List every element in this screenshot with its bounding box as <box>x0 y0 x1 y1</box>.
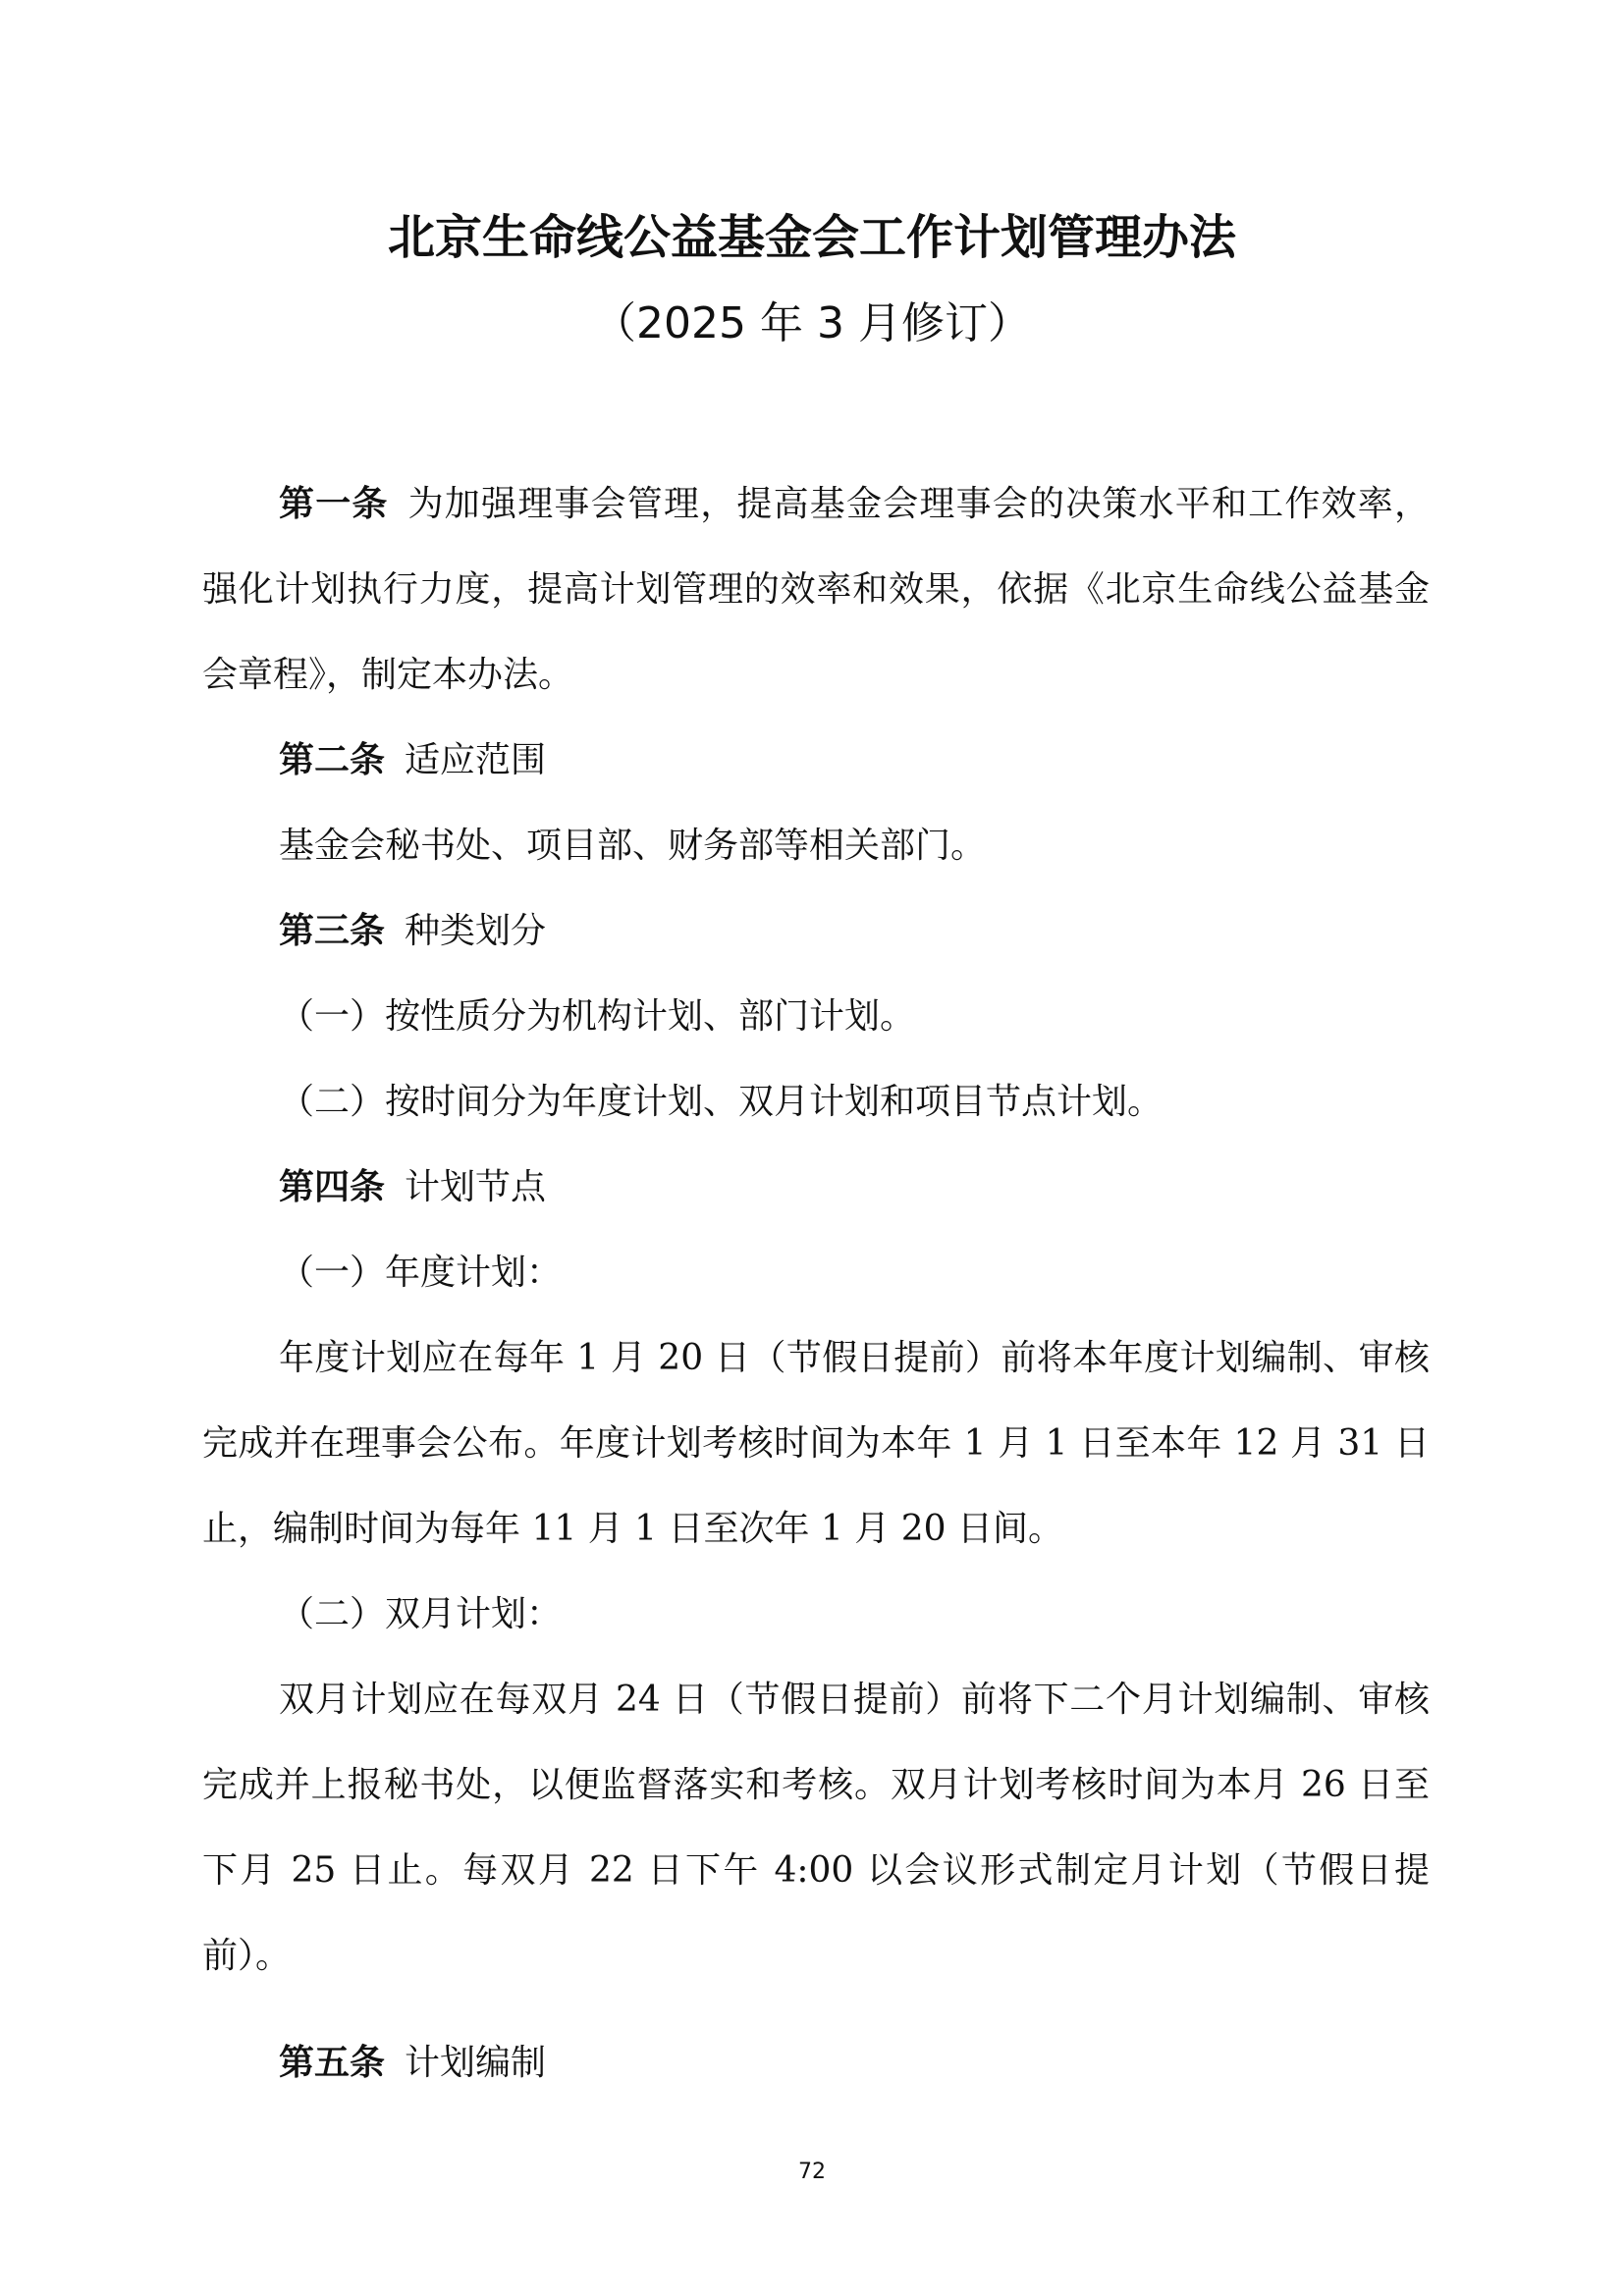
article-3 <box>202 888 1430 974</box>
article-5 <box>202 2020 1430 2106</box>
article-text: 为加强理事会管理，提高基金会理事会的决策水平和工作效率，强化计划执行力度，提高计划管理的效率和效果，依据《北京生命线公益基金会章程》，制定本办法。 <box>202 484 1430 695</box>
article-text: 计划节点 <box>405 1167 547 1207</box>
article-text: 计划编制 <box>405 2043 547 2083</box>
paragraph: 年度计划应在每年 1 月 20 日（节假日提前）前将本年度计划编制、审核完成并在理事会公布。年度计划考核时间为本年 1 月 1 日至本年 12 月 31 日止，编制时间为每年 11 月 1 日至次年 1 月 20 日间。 <box>202 1338 1430 1549</box>
list-item: （二）双月计划： <box>279 1594 563 1634</box>
article-1 <box>202 461 1430 718</box>
spacer <box>202 1999 1430 2020</box>
article-text: 种类划分 <box>405 911 547 951</box>
article-heading: 第四条 <box>279 1167 386 1207</box>
article-heading: 第五条 <box>279 2043 386 2083</box>
document-title: 北京生命线公益基金会工作计划管理办法 <box>387 210 1236 265</box>
article-text: 适应范围 <box>405 740 547 780</box>
article-heading: 第一条 <box>279 484 389 524</box>
paragraph: 双月计划应在每双月 24 日（节假日提前）前将下二个月计划编制、审核完成并上报秘书处，以便监督落实和考核。双月计划考核时间为本月 26 日至下月 25 日止。每双月 22 日下午 4:00 以会议形式制定月计划（节假日提前）。 <box>202 1680 1430 1976</box>
document-subtitle: （2025 年 3 月修订） <box>593 298 1031 348</box>
list-item: （一）按性质分为机构计划、部门计划。 <box>279 996 916 1037</box>
article-heading: 第二条 <box>279 740 386 780</box>
article-heading: 第三条 <box>279 911 386 951</box>
article-2 <box>202 718 1430 803</box>
page-number: 72 <box>798 2160 826 2184</box>
list-item: （一）年度计划： <box>279 1253 563 1293</box>
paragraph: 基金会秘书处、项目部、财务部等相关部门。 <box>279 826 987 866</box>
article-4 <box>202 1145 1430 1230</box>
document-body <box>202 461 1430 2106</box>
list-item: （二）按时间分为年度计划、双月计划和项目节点计划。 <box>279 1082 1164 1122</box>
